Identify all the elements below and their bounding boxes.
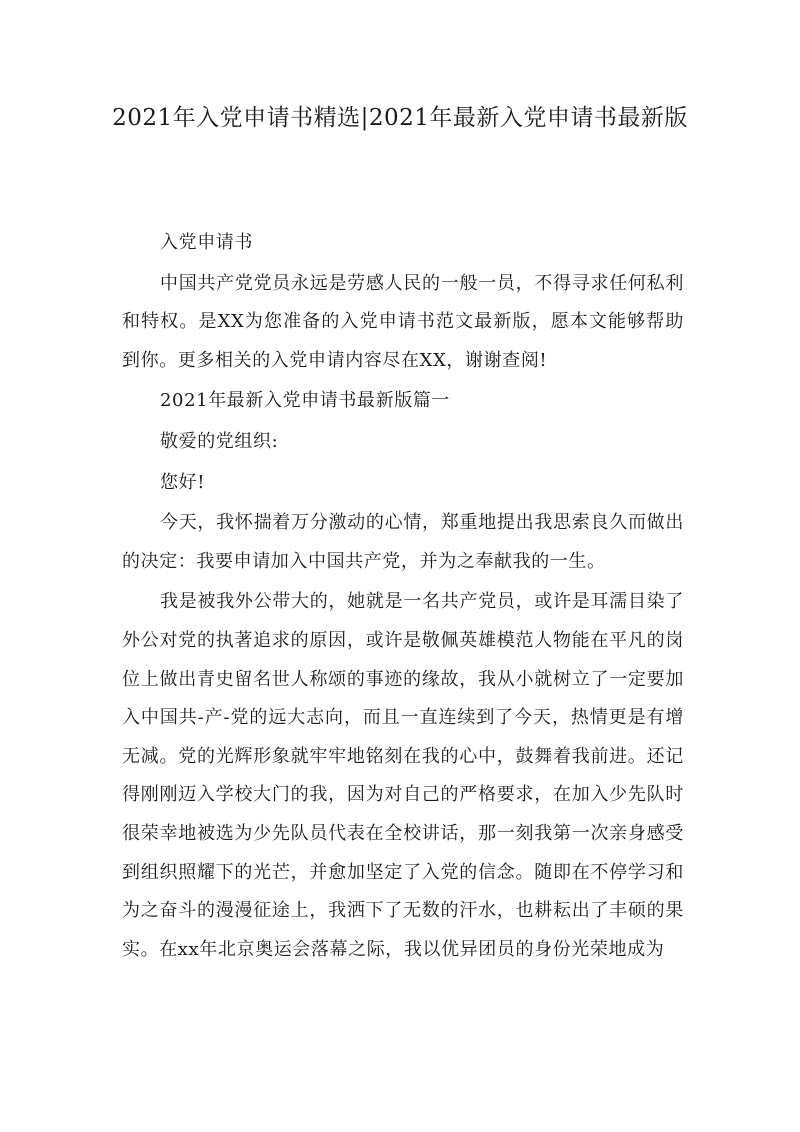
paragraph-subtitle: 2021年最新入党申请书最新版篇一 [160, 390, 451, 412]
paragraph-intro: 中国共产党党员永远是劳感人民的一般一员，不得寻求任何私利和特权。是XX为您准备的入党申请书范文最新版，愿本文能够帮助到你。更多相关的入党申请内容尽在XX，谢谢查阅! [122, 272, 684, 371]
paragraph-background: 我是被我外公带大的，她就是一名共产党员，或许是耳濡目染了外公对党的执著追求的原因，或许是敬佩英雄模范人物能在平凡的岗位上做出青史留名世人称颂的事迹的缘故，我从小就树立了一定要加入中国共-产-党的远大志向，而且一直连续到了今天，热情更是有增无减。党的光辉形象就牢牢地铭刻在我的心中，鼓舞着我前进。还记得刚刚迈入学校大门的我，因为对自己的严格要求，在加入少先队时很荣幸地被选为少先队员代表在全校讲话，那一刻我第一次亲身感受到组织照耀下的光芒，并愈加坚定了入党的信念。随即在不停学习和为之奋斗的漫漫征途上，我洒下了无数的汗水，也耕耘出了丰硕的果实。在xx年北京奥运会落幕之际，我以优异团员的身份光荣地成为 [122, 591, 684, 960]
paragraph-heading: 入党申请书 [160, 232, 253, 253]
paragraph-decision: 今天，我怀揣着万分激动的心情，郑重地提出我思索良久而做出的决定：我要申请加入中国共产党，并为之奉献我的一生。 [122, 512, 684, 572]
paragraph-greeting: 您好! [160, 471, 206, 493]
paragraph-salutation: 敬爱的党组织: [160, 430, 279, 452]
document-body [122, 224, 684, 971]
document-title: 2021年入党申请书精选|2021年最新入党申请书最新版 [112, 105, 688, 131]
